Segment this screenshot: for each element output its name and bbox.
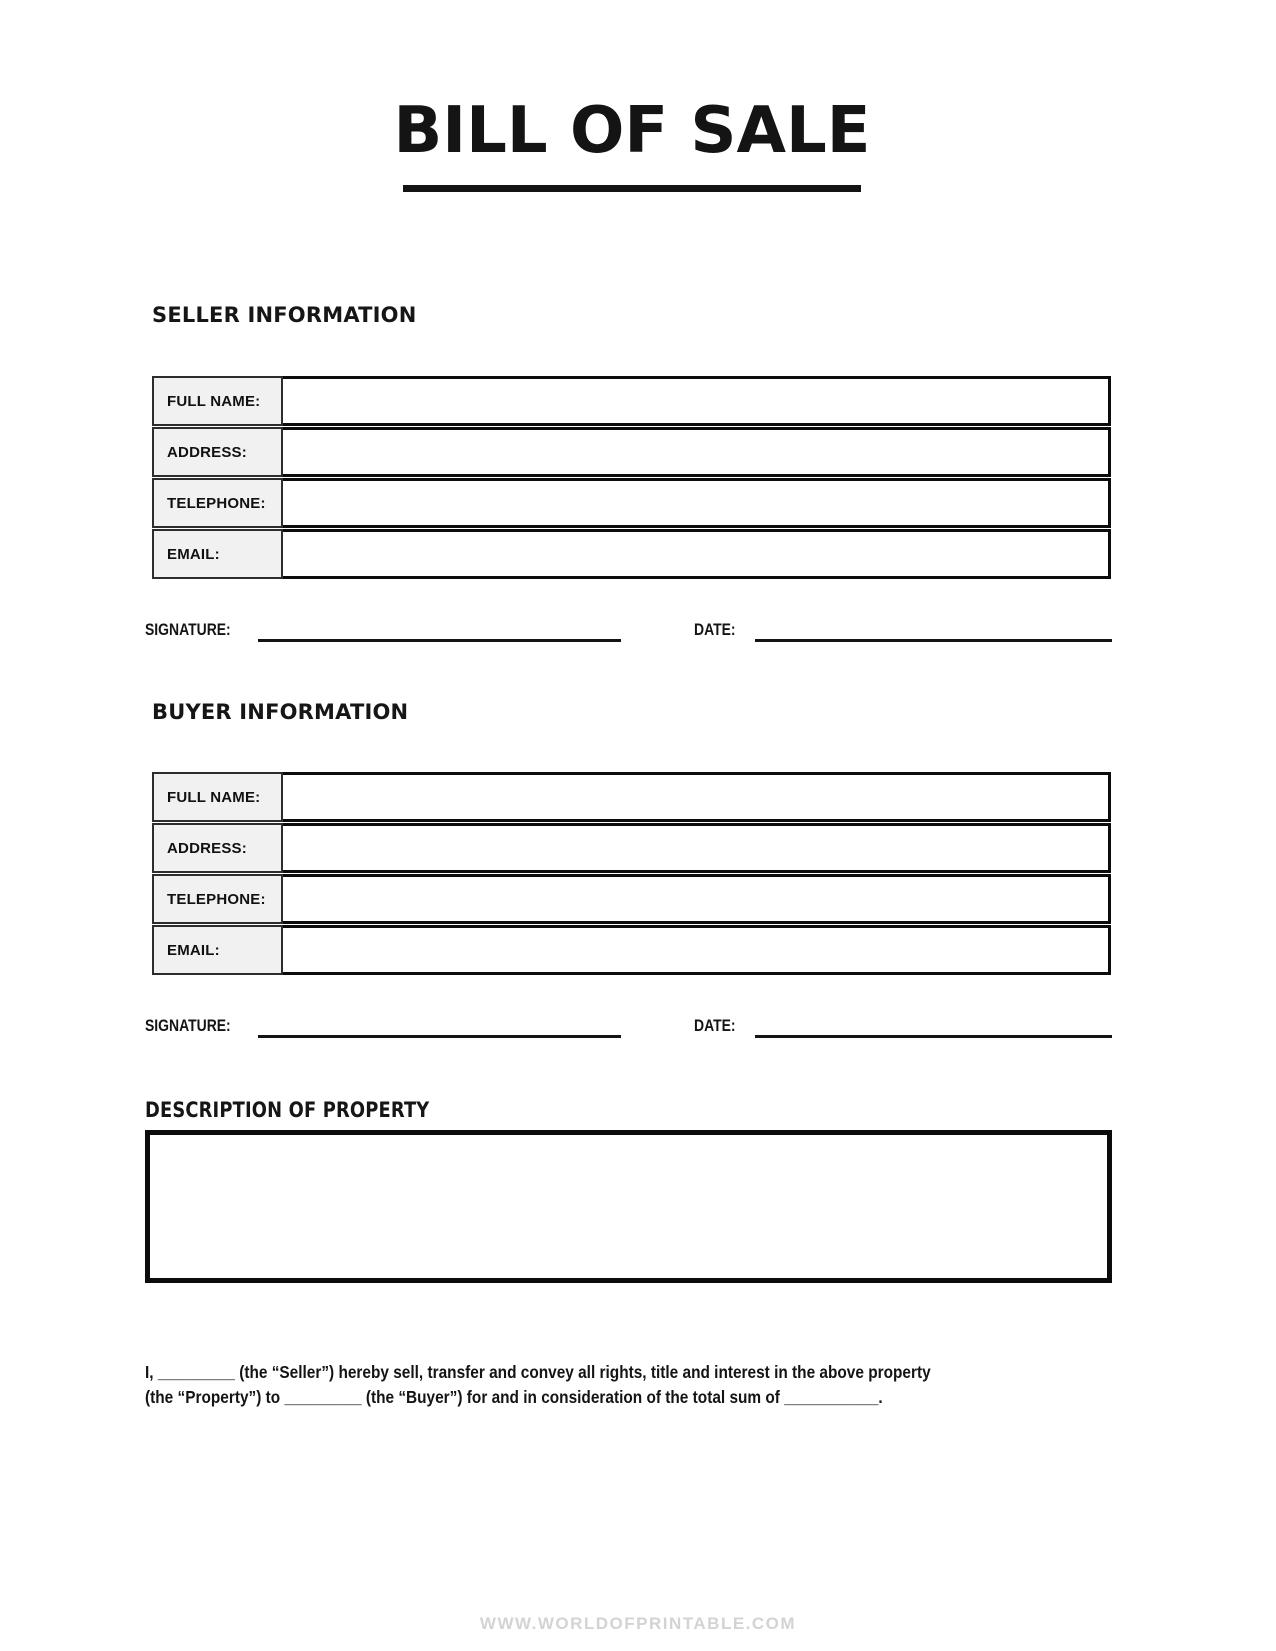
email-label: EMAIL:	[152, 925, 283, 975]
table-row	[152, 823, 1111, 873]
date-label: DATE:	[694, 620, 736, 639]
buyer-address-field[interactable]	[283, 823, 1111, 873]
buyer-signature-row	[145, 1016, 1112, 1042]
footer-website: WWW.WORLDOFPRINTABLE.COM	[479, 1614, 797, 1633]
seller-full-name-field[interactable]	[283, 376, 1111, 426]
buyer-full-name-field[interactable]	[283, 772, 1111, 822]
address-label: ADDRESS:	[152, 823, 283, 873]
date-label: DATE:	[694, 1016, 736, 1035]
seller-info-table	[152, 376, 1111, 580]
description-section-heading	[145, 1098, 480, 1122]
sale-statement	[145, 1360, 1195, 1410]
buyer-date-line[interactable]	[755, 1016, 1112, 1038]
address-label: ADDRESS:	[152, 427, 283, 477]
page-title: BILL OF SALE	[393, 94, 871, 168]
table-row	[152, 376, 1111, 426]
seller-section-heading: SELLER INFORMATION	[152, 303, 417, 327]
buyer-section-heading: BUYER INFORMATION	[152, 700, 409, 724]
buyer-email-field[interactable]	[283, 925, 1111, 975]
email-label: EMAIL:	[152, 529, 283, 579]
telephone-label: TELEPHONE:	[152, 478, 283, 528]
title-underline	[403, 185, 861, 192]
seller-email-field[interactable]	[283, 529, 1111, 579]
seller-date-line[interactable]	[755, 620, 1112, 642]
table-row	[152, 427, 1111, 477]
seller-signature-line[interactable]	[258, 620, 621, 642]
buyer-telephone-field[interactable]	[283, 874, 1111, 924]
seller-signature-row	[145, 620, 1112, 646]
buyer-info-table	[152, 772, 1111, 976]
table-row	[152, 772, 1111, 822]
signature-label: SIGNATURE:	[145, 1016, 231, 1035]
property-description-box[interactable]	[145, 1130, 1112, 1283]
full-name-label: FULL NAME:	[152, 772, 283, 822]
statement-line-2: (the “Property”) to _________ (the “Buyer”) for and in consideration of the total sum of ___________.	[145, 1387, 883, 1407]
telephone-label: TELEPHONE:	[152, 874, 283, 924]
statement-line-1: I, _________ (the “Seller”) hereby sell, transfer and convey all rights, title and interest in the above property	[145, 1362, 931, 1382]
table-row	[152, 529, 1111, 579]
description-heading-text: DESCRIPTION OF PROPERTY	[145, 1098, 430, 1122]
seller-address-field[interactable]	[283, 427, 1111, 477]
full-name-label: FULL NAME:	[152, 376, 283, 426]
table-row	[152, 925, 1111, 975]
table-row	[152, 874, 1111, 924]
table-row	[152, 478, 1111, 528]
seller-telephone-field[interactable]	[283, 478, 1111, 528]
buyer-signature-line[interactable]	[258, 1016, 621, 1038]
title-block	[152, 96, 1112, 192]
signature-label: SIGNATURE:	[145, 620, 231, 639]
